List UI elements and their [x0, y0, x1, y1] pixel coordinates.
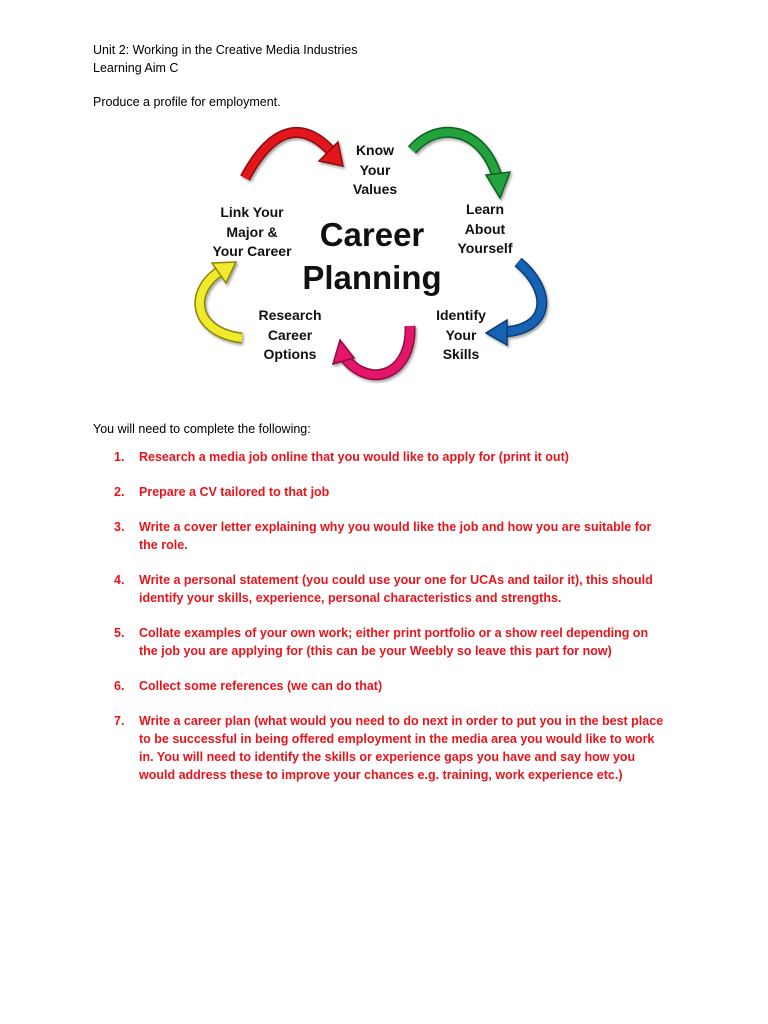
step-research-career-options	[246, 306, 334, 365]
step-learn-about-yourself	[445, 200, 525, 259]
step-link-your-major	[200, 203, 304, 262]
task-text: Collect some references (we can do that)	[139, 679, 383, 693]
task-text: Prepare a CV tailored to that job	[139, 485, 330, 499]
task-number: 2.	[114, 485, 125, 499]
task-number: 7.	[114, 714, 125, 728]
task-item	[114, 677, 669, 695]
magenta-arrow	[333, 326, 410, 375]
step-label: Link Your Major & Your Career	[212, 204, 292, 259]
tasks-intro: You will need to complete the following:	[93, 422, 311, 436]
green-arrow	[412, 132, 510, 198]
task-item	[114, 483, 669, 501]
task-number: 4.	[114, 573, 125, 587]
task-text: Write a career plan (what would you need to do next in order to put you in the best place to be successful in being offered employment in the media area you would like to work in. You will need to identify the skills or experience gaps you have and say how you would address these to improve your chances e.g. training, work experience etc.)	[139, 714, 664, 782]
instruction-text: Produce a profile for employment.	[93, 95, 281, 109]
step-identify-your-skills	[418, 306, 504, 365]
task-item	[114, 712, 669, 784]
unit-title: Unit 2: Working in the Creative Media Industries	[93, 43, 358, 57]
step-label: Learn About Yourself	[457, 201, 513, 256]
task-number: 1.	[114, 450, 125, 464]
task-text: Write a cover letter explaining why you would like the job and how you are suitable for the role.	[139, 520, 652, 552]
diagram-title-line1: Career	[319, 216, 425, 253]
task-item	[114, 571, 669, 607]
task-text: Collate examples of your own work; either print portfolio or a show reel depending on the job you are applying for (this can be your Weebly so leave this part for now)	[139, 626, 649, 658]
red-arrow	[245, 132, 343, 178]
career-planning-diagram	[180, 120, 565, 402]
task-number: 3.	[114, 520, 125, 534]
learning-aim: Learning Aim C	[93, 61, 179, 75]
diagram-title-line2: Planning	[302, 259, 442, 296]
task-text: Write a personal statement (you could use your one for UCAs and tailor it), this should identify your skills, experience, personal characteristics and strengths.	[139, 573, 653, 605]
yellow-arrow	[200, 262, 242, 338]
step-label: Identify Your Skills	[436, 307, 486, 362]
task-item	[114, 448, 669, 466]
task-number: 6.	[114, 679, 125, 693]
task-item	[114, 518, 669, 554]
step-label: Research Career Options	[258, 307, 322, 362]
step-label: Know Your Values	[352, 142, 398, 197]
task-text: Research a media job online that you would like to apply for (print it out)	[139, 450, 569, 464]
step-know-your-values	[338, 141, 412, 200]
task-number: 5.	[114, 626, 125, 640]
task-item	[114, 624, 669, 660]
